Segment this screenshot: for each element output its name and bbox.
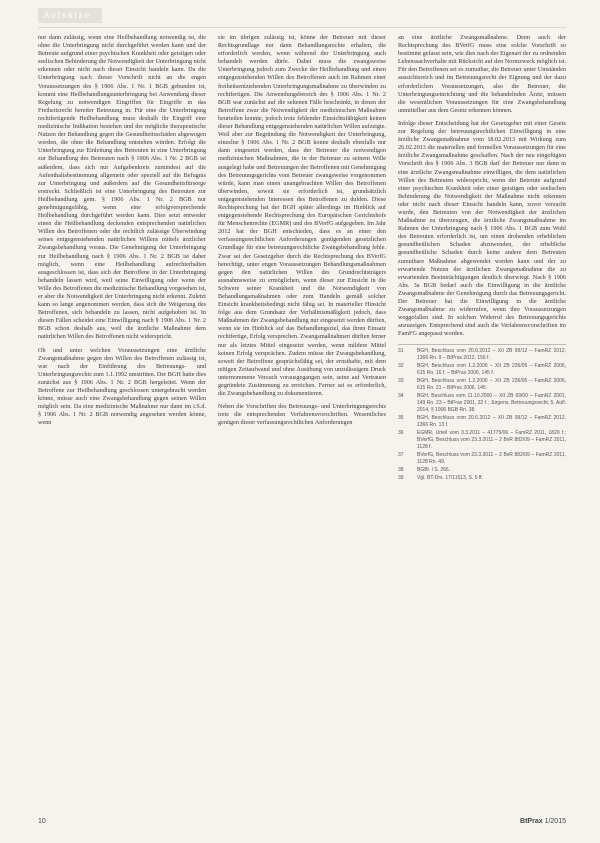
text-column-left xyxy=(38,34,206,794)
footnote-number: 35 xyxy=(398,415,404,422)
footnote xyxy=(398,467,566,474)
footnote-text: BGH, Beschluss vom 1.2.2006 – XII ZB 236/05 – FamRZ 2006, 615 Rn. 16 f. – BtPrax 2006, 145 f. xyxy=(417,363,566,377)
journal-issue: 1/2015 xyxy=(544,818,566,825)
footnote-text: BVerfG, Beschluss vom 23.3.2011 – 2 BvR 882/09 – FamRZ 2011, 1128 Rn. 49. xyxy=(417,452,566,466)
journal-name: BtPrax xyxy=(520,818,543,825)
paragraph: Infolge dieser Entscheidung hat der Gesetzgeber mit einer Gesetz zur Regelung der betreuungsrechtlichen Einwilligung in eine ärztliche Zwangsmaßnahme vom 18.02.2013 mit Wirkung zum 26.02.2013 die materiellen und formellen Voraussetzungen für eine ärztliche Zwangsmaßnahme geschaffen. Nach der neu eingefügten Vorschrift des § 1906 Abs. 3 BGB darf der Betreuer nur dann in eine ärztliche Zwangsmaßnahme einwilligen, die dem natürlichen Willen des Betreuten widerspricht, wenn der Betreute aufgrund einer psychischen Krankheit oder einer geistigen oder seelischen Behinderung die Notwendigkeit der Maßnahme nicht erkennen oder nicht nach dieser Einsicht handeln kann, zuvor versucht wurde, den Betreuten von der Notwendigkeit der ärztlichen Maßnahme zu überzeugen, die ärztliche Zwangsmaßnahme im Rahmen der Unterbringung nach § 1906 Abs. 1 BGB zum Wohl des Betreuten erforderlich ist, um einen drohenden erheblichen gesundheitlichen Schaden abzuwenden, der erhebliche gesundheitliche Schaden durch keine andere dem Betreuten zumutbare Maßnahme abgewendet werden kann und der zu erwartende Nutzen der ärztlichen Zwangsmaßnahme die zu erwartenden Beeinträchtigungen deutlich überwiegt. Nach § 1906 Abs. 3a BGB bedarf auch die Einwilligung in die ärztliche Zwangsmaßnahme der Genehmigung durch das Betreuungsgericht. Der Betreuer hat die Einwilligung in die ärztliche Zwangsmaßnahme zu widerrufen, wenn ihre Voraussetzungen weggefallen sind. In solchen Widerruf des Betreuungsgerichts anzuzeigen. Entsprechend sind auch die Verfahrensvorschriften im FamFG angepasst worden. xyxy=(398,119,566,338)
footnote-text: BGH, Beschluss vom 1.2.2006 – XII ZB 236/05 – FamRZ 2006, 615 Rn. 21 – BtPrax 2006, 145. xyxy=(417,378,566,392)
paragraph: sie im übrigen zulässig ist, könne der Betreuer mit dieser Rechtsgrundlage nur dann Behandlungsrechte erhalten, die erforderlich werden, wenn während der Unterbringung auch behandelt werden dürfe. Dabei muss die zwangsweise Unterbringung jedoch zum Zwecke der Heilbehandlung und einen entgegenstehenden Willen des Betroffenen auch im Rahmen einer freiheitsentziehenden Unterbringungsmaßnahme zu überwinden zu rechtfertigen. Die Anwendungsbereich des § 1906 Abs. 1 Nr. 2 BGB war zunächst auf die seltenen Fälle beschränkt, in denen der Betroffene zwar die Notwendigkeit der medizinischen Maßnahme beurteilen konnte, jedoch trotz fehlender Einsichtsfähigkeit keinen dieser Behandlung entgegenstehenden natürlichen Willen aufzeigte. Weil aber zur Begründung die Notwendigkeit der Unterbringung, einzelne § 1906 Abs. 1 Nr. 2 BGB konne deshalb ebenfalls nur dann eingesetzt werden, dass der Betreuer die notwendigen medizinischen Maßnahmen, die in der Betreuer zu seinem Wille ausgelegt habe und Betreuungen der Betroffenen mit Genehmigung des Betreuungsgerichts vom Betreuer zwangsweise vorgenommen würde, kann man einen unangebrachten Willen des Betroffenen überwinden, soweit sie erforderlich ist, grundsätzlich entgegenstehenden Interessen des Betroffenen zu dulden. Diese Rechtsprechung hat der BGH später allerdings im Hinblick auf entgegenstehende Rechtsprechung des Europäischen Gerichtshofs für Menschenrechte (EGMR) und des BVerfG aufgegeben. Im Jahr 2012 hat der BGH entschieden, dass es an einer den verfassungsrechtlichen Anforderungen genügenden gesetzlichen Grundlage für eine betreuungsrechtliche Zwangsbehandlung fehle. Zwar sei der Gesetzgeber durch die Rechtsprechung des BVerfG berechtigt, unter engen Voraussetzungen Behandlungsmaßnahmen gegen den natürlichen Willen des Grundrechtsträgers ausnahmsweise zu ermöglichen, wenn dieser zur Einsicht in die Schwere seiner Krankheit und die Notwendigkeit von Behandlungsmaßnahmen oder zum Handeln gemäß solcher Einsicht krankheitsbedingt nicht fähig sei. In materieller Hinsicht folge aus dem Grundsatz der Verhältnismäßigkeit jedoch, dass Maßnahmen der Zwangsbehandlung nur eingesetzt werden dürften, wenn sie im Hinblick auf das Behandlungsziel, das ihren Einsatz rechtfertige, Erfolg versprechen. Zwangsmaßnahmen dürften ferner nur als letztes Mittel eingesetzt werden, wenn mildere Mittel keinen Erfolg versprächen. Zudem müsse der Zwangsbehandlung, soweit der Betroffene gesprächsfähig sei, der ernsthafte, mit dem nötigen Zeitaufwand und ohne Ausübung von unzulässigem Druck unternommene Versuch vorausgegangen sein, seine auf Vertrauen gegründete Zustimmung zu erreichen. Ferner sei es erforderlich, die Zwangsbehandlung zu dokumentieren. xyxy=(218,34,386,398)
article-body xyxy=(38,34,566,794)
footnote xyxy=(398,393,566,414)
journal-reference xyxy=(520,818,566,825)
header-divider xyxy=(38,27,566,28)
footnote-text: BGBl. I S. 266. xyxy=(417,467,451,474)
footnote xyxy=(398,363,566,377)
footnote xyxy=(398,475,566,482)
paragraph: an eine ärztliche Zwangsmaßnahme. Denn auch der Rechtsprechung des BVerfG muss eine solche Vorschrift so bestimmt gefasst sein, wie dies nach der Eigenart der zu ordnenden Lebenssachverhalte mit Rücksicht auf den Normzweck möglich ist. Für den Betroffenen sei es zumutbar, die Betreuer unter Umständen aussichtsreich und im Betreuungsrecht der Eignung und der dazu erforderlichen Voraussetzungen, also die Betreuer, die Unterbringungseinrichtung und die behandelnden Ärzte, müssen die wesentlichen Voraussetzungen für eine Zwangsbehandlung unmittelbar aus dem Gesetz erkennen können. xyxy=(398,34,566,114)
footnote-text: BGH, Beschluss vom 20.6.2012 – XII ZB 99/12 – FamRZ 2012, 1366 Rn. 9 – BtPrax 2012, 156 f. xyxy=(417,348,566,362)
footnote-text: Vgl. BT-Drs. 17/11513, S. 5 ff. xyxy=(417,475,483,482)
footnote xyxy=(398,348,566,362)
paragraph: Ob und unter welchen Voraussetzungen eine ärztliche Zwangsmaßnahme gegen den Willen des Betroffenen zulässig ist, war nach der Einführung des Betreuungs- und Unterbringungsrechts zum 1.1.1992 umstritten. Der BGH hatte dies zunächst aus § 1906 Abs. 1 Nr. 2 BGB hergeleitet. Wenn der Betroffene zur Heilbehandlung geschlossen untergebracht werden könne, müsse auch eine Zwangsbehandlung gegen seinen Willen möglich sein. Da eine medizinische Maßnahme nur dann im i.S.d. § 1906 Abs. 1 Nr. 2 BGB notwendig angesehen werden könne, wenn xyxy=(38,346,206,427)
paragraph: Neben die Vorschriften des Betreuungs- und Unterbringungsrechts trete die entsprechenden Verfahrensvorschriften. Wesentliches genügen dieser verfassungsrechtlichen Anforderungen xyxy=(218,403,386,427)
footnote-number: 38 xyxy=(398,467,404,474)
footnote-number: 36 xyxy=(398,430,404,437)
footnote-text: EGMR, Urteil vom 3.3.2011 – 41775/06 – FamRZ 2011, 1829 f.; BVerfG, Beschluss vom 23.3.2011 – 2 BvR 882/09 – FamRZ 2011, 1128 f. xyxy=(417,430,566,451)
page-number: 10 xyxy=(38,818,46,825)
footnote-number: 34 xyxy=(398,393,404,400)
footnote xyxy=(398,430,566,451)
paragraph: nur dann zulässig, wenn eine Heilbehandlung notwendig ist, die ohne die Unterbringung nicht durchgeführt werden kann und der Betreute aufgrund einer psychischen Krankheit oder geistigen oder seelischen Behinderung die Notwendigkeit der Unterbringung nicht erkennen oder nicht nach dieser Einsicht handeln kann. Da die Unterbringung nach dieser Vorschrift nicht an die engen Voraussetzungen des § 1906 Abs. 1 Nr. 1 BGB gebunden ist, kommt eine Heilbehandlungsunterbringung bei Anwendung dieser Regelung zu notwendigen Eingriffen für Eingriffe in das Freiheitsrecht bereiter Betreuung in. Für eine die Unterbringung rechtfertigende Heilbehandlung muss deshalb ihr Eingriff eine medizinische Indikation bestehen und der mögliche therapeutische Nutzen der Behandlung gegen die Gesundheitsschäden abgewogen werden, die ohne die Behandlung entstehen würden. Erfolgt die Unterbringung zur Einleitung des Betreuten in eine Unterbringung zur Behandlung des Betreuten nach § 1906 Abs. 1 Nr. 2 BGB ist außerdem, dass sich nur Aufgabenkreis zumindest auf die Aufenthaltsbestimmung allgemein oder speziell auf die Befugnis zur Unterbringung und außerdem auf die Gesundheitsfürsorge erstreckt. Schließlich ist eine Unterbringung des Betreuten zur Heilbehandlung gem. § 1906 Abs. 1 Nr. 2 BGB nur genehmigungsfähig, wenn eine erfolgversprechende Heilbehandlung durchgeführt werden kann. Dies setzt entweder einen die Heilbehandlung deckenden entsprechenden natürlichen Willen des Betroffenen oder die rechtlich zulässige Überwindung seines entgegenstehenden natürlichen Willens mittels ärztlicher Zwangsbehandlung voraus. Die Genehmigung der Unterbringung zur Heilbehandlung nach § 1906 Abs. 1 Nr. 2 BGB ist daher möglich, wenn eine Heilbehandlung aufrechterhalten ausgeschlossen ist, dass sich der Betroffene in der Unterbringung behandeln lassen wird, weil seine Einwilligung oder wenn der Wille des Betroffenen die medizinische Behandlung vorgesehen ist, er aber die Notwendigkeit der Unterbringung nicht erkennt. Zuletzt kann so lange angenommen werden, dass sich die Weigerung des Betroffenen, sich behandeln zu lassen, nicht aufgehoben ist. In diesen Fällen scheidet eine Einwilligung nach § 1906 Abs. 1 Nr. 2 BGB schon deshalb aus, weil die ärztliche Maßnahme dem natürlichen Willen des Betroffenen nicht widerspricht. xyxy=(38,34,206,341)
section-label: Aufsätze xyxy=(38,8,102,23)
footnote xyxy=(398,452,566,466)
footnote-number: 37 xyxy=(398,452,404,459)
footnotes xyxy=(398,344,566,482)
footnote-number: 39 xyxy=(398,475,404,482)
text-column-right xyxy=(398,34,566,794)
footnote xyxy=(398,415,566,429)
footnote-text: BGH, Beschluss vom 20.6.2012 – XII ZB 99/12 – FamRZ 2012, 1366 Rn. 13 f. xyxy=(417,415,566,429)
footnote-text: BGH, Beschluss vom 11.10.2000 – XII ZB 69/00 – FamRZ 2001, 149 Rn. 23 – BtPrax 2001, 32 f.; Jürgens, Betreuungsrecht, 5. Aufl. 2014, § 1906 BGB Rn. 38. xyxy=(417,393,566,414)
footnote xyxy=(398,378,566,392)
text-column-middle xyxy=(218,34,386,794)
footnote-number: 31 xyxy=(398,348,404,355)
footnote-number: 32 xyxy=(398,363,404,370)
footnote-number: 33 xyxy=(398,378,404,385)
